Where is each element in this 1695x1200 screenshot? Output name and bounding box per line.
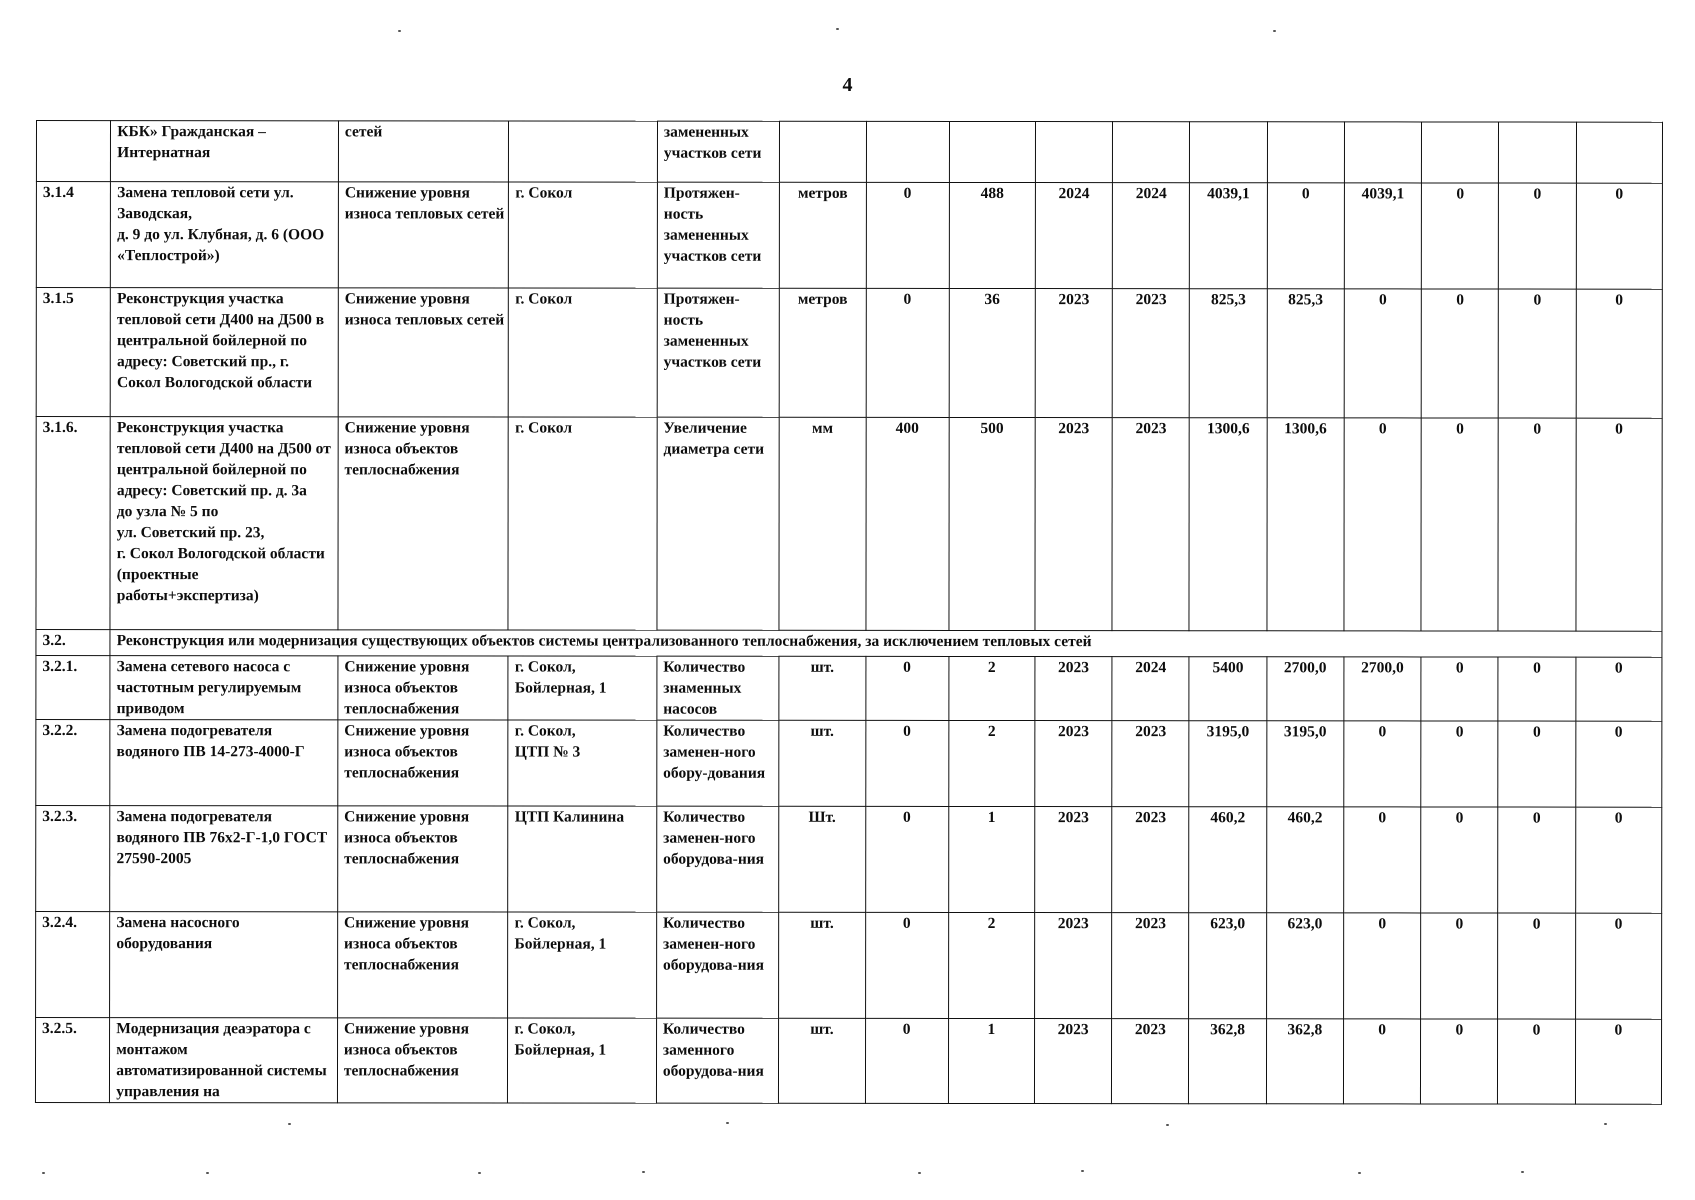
- total-cost-cell: 623,0: [1189, 913, 1266, 1019]
- item-name-cell: Замена сетевого насоса с частотным регулируемым приводом: [110, 656, 338, 720]
- indicator-before-cell: 0: [865, 912, 948, 1018]
- indicator-after-cell: 488: [949, 182, 1035, 288]
- end-year-cell: 2023: [1112, 807, 1189, 913]
- cost-2024-cell: 0: [1343, 913, 1420, 1019]
- location-cell: г. Сокол: [508, 417, 657, 630]
- cost-2025-cell: 0: [1421, 913, 1498, 1019]
- scan-speck: [288, 1123, 291, 1125]
- table-row: [36, 182, 1662, 290]
- cost-2027-cell: 0: [1576, 183, 1662, 289]
- end-year-cell: 2023: [1112, 1019, 1189, 1104]
- table-row: [36, 720, 1662, 808]
- location-cell: [509, 121, 658, 182]
- cost-2025-cell: 0: [1421, 807, 1498, 913]
- item-name-cell: КБК» Гражданская – Интернатная: [111, 121, 339, 182]
- indicator-before-cell: 0: [865, 806, 948, 912]
- scan-speck: [206, 1172, 209, 1174]
- cost-2027-cell: 0: [1575, 1019, 1661, 1104]
- location-cell: ЦТП Калинина: [508, 806, 657, 912]
- location-cell: г. Сокол: [509, 288, 658, 417]
- total-cost-cell: [1190, 122, 1267, 183]
- location-cell: г. Сокол: [509, 182, 658, 288]
- cost-2026-cell: 0: [1498, 418, 1575, 631]
- start-year-cell: 2023: [1035, 657, 1112, 721]
- cost-2027-cell: 0: [1575, 913, 1661, 1019]
- item-name-cell: Замена тепловой сети ул. Заводская, д. 9 до ул. Клубная, д. 6 (ООО «Теплострой»): [111, 182, 339, 288]
- end-year-cell: 2024: [1112, 657, 1189, 721]
- cost-2023-cell: 3195,0: [1266, 721, 1343, 807]
- indicator-before-cell: [866, 121, 949, 182]
- goal-cell: Снижение уровня износа объектов теплоснабжения: [338, 806, 509, 912]
- start-year-cell: 2023: [1034, 1019, 1111, 1104]
- table-row: [36, 417, 1662, 632]
- cost-2027-cell: 0: [1576, 289, 1662, 418]
- location-cell: г. Сокол, Бойлерная, 1: [508, 656, 657, 720]
- goal-cell: Снижение уровня износа объектов теплоснабжения: [338, 656, 509, 720]
- table-body: [35, 121, 1662, 1105]
- item-name-cell: Замена насосного оборудования: [110, 912, 338, 1018]
- indicator-before-cell: 0: [865, 720, 948, 806]
- unit-cell: шт.: [779, 912, 865, 1018]
- unit-cell: шт.: [779, 656, 865, 720]
- end-year-cell: 2023: [1112, 289, 1189, 418]
- location-cell: г. Сокол, Бойлерная, 1: [508, 912, 657, 1018]
- scan-speck: [1521, 1171, 1524, 1173]
- cost-2026-cell: 0: [1499, 183, 1576, 289]
- start-year-cell: 2023: [1035, 418, 1112, 631]
- cost-2023-cell: 1300,6: [1267, 418, 1344, 631]
- start-year-cell: 2023: [1035, 807, 1112, 913]
- investment-program-table: [35, 120, 1663, 1105]
- cost-2025-cell: 0: [1421, 418, 1498, 631]
- cost-2024-cell: 2700,0: [1344, 657, 1421, 721]
- scan-speck: [1166, 1124, 1169, 1126]
- item-name-cell: Реконструкция участка тепловой сети Д400 на Д500 от центральной бойлерной по адресу: Советский пр. д. 3а до узла № 5 по ул. Советский пр. 23, г. Сокол Вологодской области (проектные работы+экспертиза): [110, 417, 338, 630]
- cost-2023-cell: 0: [1267, 183, 1344, 289]
- indicator-cell: Количество заменен-ного оборудова-ния: [657, 806, 779, 912]
- goal-cell: Снижение уровня износа объектов теплоснабжения: [337, 1018, 508, 1103]
- cost-2026-cell: [1499, 122, 1576, 183]
- indicator-after-cell: 1: [948, 1018, 1034, 1103]
- unit-cell: мм: [779, 417, 865, 630]
- scan-speck: [1273, 30, 1276, 32]
- cost-2027-cell: 0: [1575, 721, 1661, 807]
- indicator-after-cell: 500: [949, 417, 1035, 630]
- indicator-before-cell: 0: [865, 1018, 948, 1103]
- goal-cell: Снижение уровня износа тепловых сетей: [338, 182, 509, 288]
- unit-cell: Шт.: [779, 806, 865, 912]
- item-number-cell: 3.2.1.: [36, 656, 110, 720]
- total-cost-cell: 1300,6: [1189, 418, 1266, 631]
- indicator-cell: Увеличение диаметра сети: [657, 417, 780, 630]
- goal-cell: сетей: [338, 121, 509, 182]
- cost-2027-cell: [1576, 122, 1662, 183]
- table-container: [35, 120, 1663, 1105]
- cost-2023-cell: 362,8: [1266, 1019, 1343, 1104]
- total-cost-cell: 362,8: [1189, 1019, 1266, 1104]
- item-number-cell: 3.1.4: [36, 182, 110, 288]
- item-number-cell: 3.2.2.: [36, 720, 110, 806]
- indicator-after-cell: 1: [948, 806, 1034, 912]
- cost-2023-cell: 2700,0: [1267, 657, 1344, 721]
- unit-cell: метров: [780, 182, 866, 288]
- location-cell: г. Сокол, ЦТП № 3: [508, 720, 657, 806]
- indicator-after-cell: 2: [949, 720, 1035, 806]
- item-name-cell: Реконструкция участка тепловой сети Д400 на Д500 в центральной бойлерной по адресу: Советский пр., г. Сокол Вологодской области: [110, 288, 338, 417]
- unit-cell: шт.: [779, 1018, 865, 1103]
- scan-speck: [918, 1172, 921, 1174]
- indicator-after-cell: 2: [948, 912, 1034, 1018]
- total-cost-cell: 5400: [1189, 657, 1266, 721]
- unit-cell: метров: [779, 288, 865, 417]
- total-cost-cell: 4039,1: [1190, 183, 1267, 289]
- cost-2026-cell: 0: [1498, 913, 1575, 1019]
- cost-2027-cell: 0: [1575, 807, 1661, 913]
- scan-speck: [726, 1122, 729, 1124]
- table-row: [35, 1018, 1661, 1105]
- cost-2024-cell: 0: [1344, 289, 1421, 418]
- table-row: [36, 656, 1662, 722]
- indicator-after-cell: [949, 121, 1035, 182]
- item-number-cell: 3.1.5: [36, 288, 110, 417]
- indicator-before-cell: 0: [865, 656, 948, 720]
- cost-2025-cell: 0: [1421, 289, 1498, 418]
- cost-2024-cell: 0: [1343, 1019, 1420, 1104]
- end-year-cell: 2023: [1112, 418, 1189, 631]
- start-year-cell: 2023: [1035, 913, 1112, 1019]
- indicator-cell: Количество знаменных насосов: [657, 656, 779, 720]
- section-row: [36, 630, 1662, 658]
- indicator-cell: Количество заменен-ного оборудова-ния: [656, 912, 778, 1018]
- cost-2023-cell: 460,2: [1266, 807, 1343, 913]
- cost-2023-cell: [1267, 122, 1344, 183]
- indicator-before-cell: 400: [865, 417, 948, 630]
- item-number-cell: 3.1.6.: [36, 417, 110, 630]
- indicator-cell: Протяжен-ность замененных участков сети: [657, 182, 779, 288]
- table-row: [36, 121, 1662, 184]
- goal-cell: Снижение уровня износа объектов теплоснабжения: [338, 417, 509, 630]
- cost-2025-cell: 0: [1421, 721, 1498, 807]
- page-number: 4: [842, 74, 853, 96]
- start-year-cell: 2023: [1035, 289, 1112, 418]
- scan-speck: [642, 1171, 645, 1173]
- start-year-cell: [1035, 122, 1112, 183]
- table-row: [36, 912, 1662, 1020]
- start-year-cell: 2024: [1035, 183, 1112, 289]
- location-cell: г. Сокол, Бойлерная, 1: [508, 1018, 657, 1103]
- cost-2024-cell: 0: [1344, 721, 1421, 807]
- item-number-cell: 3.2.4.: [36, 912, 110, 1018]
- total-cost-cell: 3195,0: [1189, 721, 1266, 807]
- cost-2026-cell: 0: [1498, 807, 1575, 913]
- item-number-cell: 3.2.5.: [35, 1018, 109, 1103]
- cost-2025-cell: 0: [1421, 183, 1498, 289]
- table-row: [36, 288, 1662, 419]
- indicator-before-cell: 0: [866, 288, 949, 417]
- scan-speck: [1604, 1123, 1607, 1125]
- indicator-cell: замененных участков сети: [657, 121, 779, 182]
- cost-2026-cell: 0: [1498, 1019, 1575, 1104]
- cost-2025-cell: 0: [1421, 1019, 1498, 1104]
- cost-2024-cell: 0: [1344, 418, 1421, 631]
- total-cost-cell: 460,2: [1189, 807, 1266, 913]
- end-year-cell: 2024: [1113, 183, 1190, 289]
- cost-2024-cell: 0: [1344, 807, 1421, 913]
- goal-cell: Снижение уровня износа объектов теплоснабжения: [337, 912, 508, 1018]
- item-name-cell: Замена подогревателя водяного ПВ 76х2-Г-1,0 ГОСТ 27590-2005: [110, 806, 338, 912]
- scan-speck: [1358, 1172, 1361, 1174]
- end-year-cell: [1113, 122, 1190, 183]
- cost-2024-cell: [1344, 122, 1421, 183]
- cost-2027-cell: 0: [1576, 657, 1662, 721]
- cost-2024-cell: 4039,1: [1344, 183, 1421, 289]
- indicator-cell: Количество заменного оборудова-ния: [656, 1018, 778, 1103]
- indicator-cell: Количество заменен-ного обору-дования: [657, 720, 779, 806]
- scan-speck: [1081, 1170, 1084, 1172]
- end-year-cell: 2023: [1112, 913, 1189, 1019]
- cost-2023-cell: 623,0: [1266, 913, 1343, 1019]
- goal-cell: Снижение уровня износа тепловых сетей: [338, 288, 509, 417]
- scan-speck: [478, 1172, 481, 1174]
- indicator-after-cell: 36: [949, 288, 1035, 417]
- indicator-before-cell: 0: [866, 182, 949, 288]
- scan-speck: [836, 28, 839, 30]
- item-name-cell: Замена подогревателя водяного ПВ 14-273-4000-Г: [110, 720, 338, 806]
- total-cost-cell: 825,3: [1190, 289, 1267, 418]
- table-row: [36, 806, 1662, 914]
- section-title-cell: Реконструкция или модернизация существующих объектов системы централизованного теплоснабжения, за исключением тепловых сетей: [110, 630, 1662, 658]
- scan-speck: [42, 1172, 45, 1174]
- start-year-cell: 2023: [1035, 721, 1112, 807]
- indicator-after-cell: 2: [949, 656, 1035, 720]
- cost-2026-cell: 0: [1498, 721, 1575, 807]
- cost-2026-cell: 0: [1498, 657, 1575, 721]
- unit-cell: [780, 121, 866, 182]
- item-number-cell: [36, 121, 110, 182]
- section-number-cell: 3.2.: [36, 630, 110, 656]
- indicator-cell: Протяжен-ность замененных участков сети: [657, 288, 780, 417]
- unit-cell: шт.: [779, 720, 865, 806]
- goal-cell: Снижение уровня износа объектов теплоснабжения: [338, 720, 509, 806]
- cost-2027-cell: 0: [1576, 418, 1663, 631]
- cost-2025-cell: [1422, 122, 1499, 183]
- scan-speck: [398, 30, 401, 32]
- end-year-cell: 2023: [1112, 721, 1189, 807]
- cost-2026-cell: 0: [1499, 289, 1576, 418]
- cost-2023-cell: 825,3: [1267, 289, 1344, 418]
- cost-2025-cell: 0: [1421, 657, 1498, 721]
- item-number-cell: 3.2.3.: [36, 806, 110, 912]
- item-name-cell: Модернизация деаэратора с монтажом автоматизированной системы управления на: [110, 1018, 338, 1103]
